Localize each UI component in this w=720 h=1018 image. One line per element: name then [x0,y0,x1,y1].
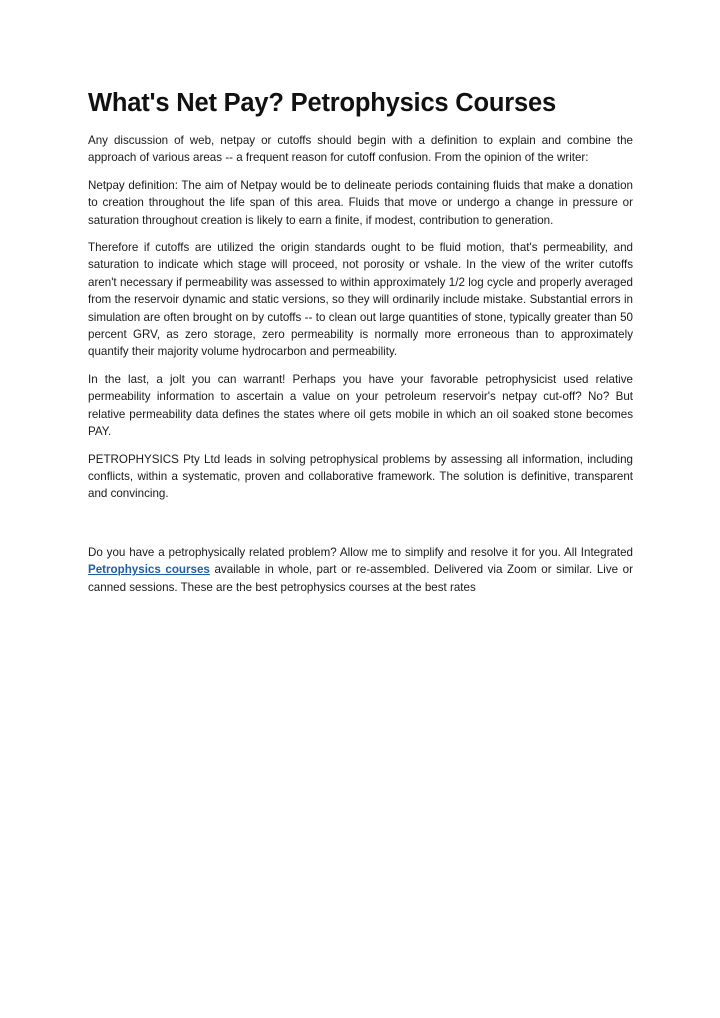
spacer [88,513,633,544]
paragraph-intro: Any discussion of web, netpay or cutoffs should begin with a definition to explain and combine the approach of various areas -- a frequent reason for cutoff confusion. From the opinion of the writer: [88,134,633,165]
page-title: What's Net Pay? Petrophysics Courses [88,89,556,117]
petrophysics-courses-link[interactable]: Petrophysics courses [88,563,210,577]
paragraph-company: PETROPHYSICS Pty Ltd leads in solving petrophysical problems by assessing all information, including conflicts, within a systematic, proven and collaborative framework. The solution is definitive, transparent and convincing. [88,452,633,501]
paragraph-netpay-definition: Netpay definition: The aim of Netpay would be to delineate periods containing fluids that make a donation to creation throughout the life span of this area. Fluids that move or undergo a change in pressure or saturation throughout creation is likely to earn a finite, if modest, contribution to generation. [88,178,633,227]
cta-text-after-link: available in whole, part or re-assembled. Delivered via Zoom or similar. Live or canned sessions. These are the best petrophysics courses at the best rates [88,563,633,594]
document-page [88,86,633,606]
paragraph-call-to-action [88,544,633,596]
paragraph-relative-permeability: In the last, a jolt you can warrant! Perhaps you have your favorable petrophysicist used relative permeability information to ascertain a value on your petroleum reservoir's netpay cut-off? No? But relative permeability data defines the states where oil gets mobile in which an oil soaked stone becomes PAY. [88,372,633,439]
paragraph-cutoffs: Therefore if cutoffs are utilized the origin standards ought to be fluid motion, that's permeability, and saturation to indicate which stage will proceed, not porosity or vshale. In the view of the writer cutoffs aren't necessary if permeability was assessed to within approximately 1/2 log cycle and properly averaged from the reservoir dynamic and static versions, so they will ordinarily include mistake. Substantial errors in simulation are often brought on by cutoffs -- to clean out large quantities of stone, typically greater than 50 percent GRV, as zero storage, zero permeability is normally more erroneous than to approximately quantify their majority volume hydrocarbon and permeability. [88,241,633,359]
cta-text-before-link: Do you have a petrophysically related problem? Allow me to simplify and resolve it for you. All Integrated [88,545,633,559]
